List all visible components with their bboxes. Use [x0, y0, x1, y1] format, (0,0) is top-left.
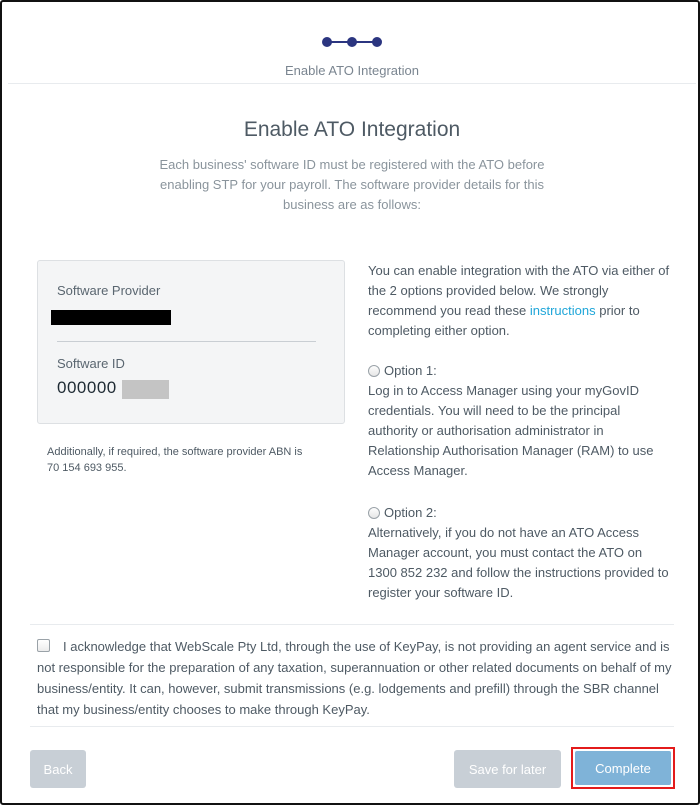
software-details-card	[37, 260, 345, 424]
software-provider-redacted	[51, 310, 171, 325]
step-1-dot	[322, 37, 332, 47]
options-intro-text-end: prior to completing either option.	[368, 303, 640, 338]
abn-note: Additionally, if required, the software provider ABN is 70 154 693 955.	[47, 446, 303, 474]
ack-divider	[30, 624, 674, 625]
progress-stepper	[322, 35, 382, 49]
complete-button[interactable]: Complete	[575, 751, 671, 785]
save-for-later-button[interactable]: Save for later	[454, 750, 561, 788]
acknowledgement-text	[37, 636, 672, 720]
step-title: Enable ATO Integration	[285, 63, 419, 78]
option-1-label: Option 1:	[384, 363, 437, 378]
header-divider	[8, 83, 696, 84]
software-id-blurred	[122, 380, 169, 399]
option-1-radio[interactable]	[368, 365, 380, 377]
options-column	[368, 261, 672, 603]
back-button[interactable]: Back	[30, 750, 86, 788]
step-3-dot	[372, 37, 382, 47]
card-divider	[57, 341, 316, 342]
software-provider-label: Software Provider	[57, 283, 161, 298]
acknowledgement-label: I acknowledge that WebScale Pty Ltd, through the use of KeyPay, is not providing an agent service and is not responsible for the preparation of any taxation, superannuation or other related documents on behalf of my business/entity. It can, however, submit transmissions (e.g. lodgements and prefill) through the SBR channel that my business/entity chooses to make through KeyPay.	[37, 639, 672, 717]
option-1-header	[368, 361, 672, 381]
option-1-text: Log in to Access Manager using your myGovID credentials. You will need to be the principal authority or authorisation administrator in Relationship Authorisation Manager (RAM) to use Access Manager.	[368, 383, 654, 478]
software-id-value: 000000	[57, 378, 117, 397]
instructions-link[interactable]: instructions	[529, 303, 596, 318]
step-2-dot	[347, 37, 357, 47]
options-intro	[368, 261, 672, 341]
complete-highlight	[571, 747, 675, 789]
option-2-label: Option 2:	[384, 505, 437, 520]
option-2-radio[interactable]	[368, 507, 380, 519]
option-2-header	[368, 503, 672, 523]
software-id-label: Software ID	[57, 356, 125, 371]
page-title: Enable ATO Integration	[243, 118, 461, 141]
options-intro-text: You can enable integration with the ATO via either of the 2 options provided below. We strongly recommend you read these	[368, 263, 670, 318]
option-2-text: Alternatively, if you do not have an ATO Access Manager account, you must contact the ATO on 1300 852 232 and follow the instructions provided to register your software ID.	[368, 525, 669, 600]
footer-divider	[30, 726, 674, 727]
intro-text: Each business' software ID must be registered with the ATO before enabling STP for your payroll. The software provider details for this business are as follows:	[159, 157, 545, 212]
